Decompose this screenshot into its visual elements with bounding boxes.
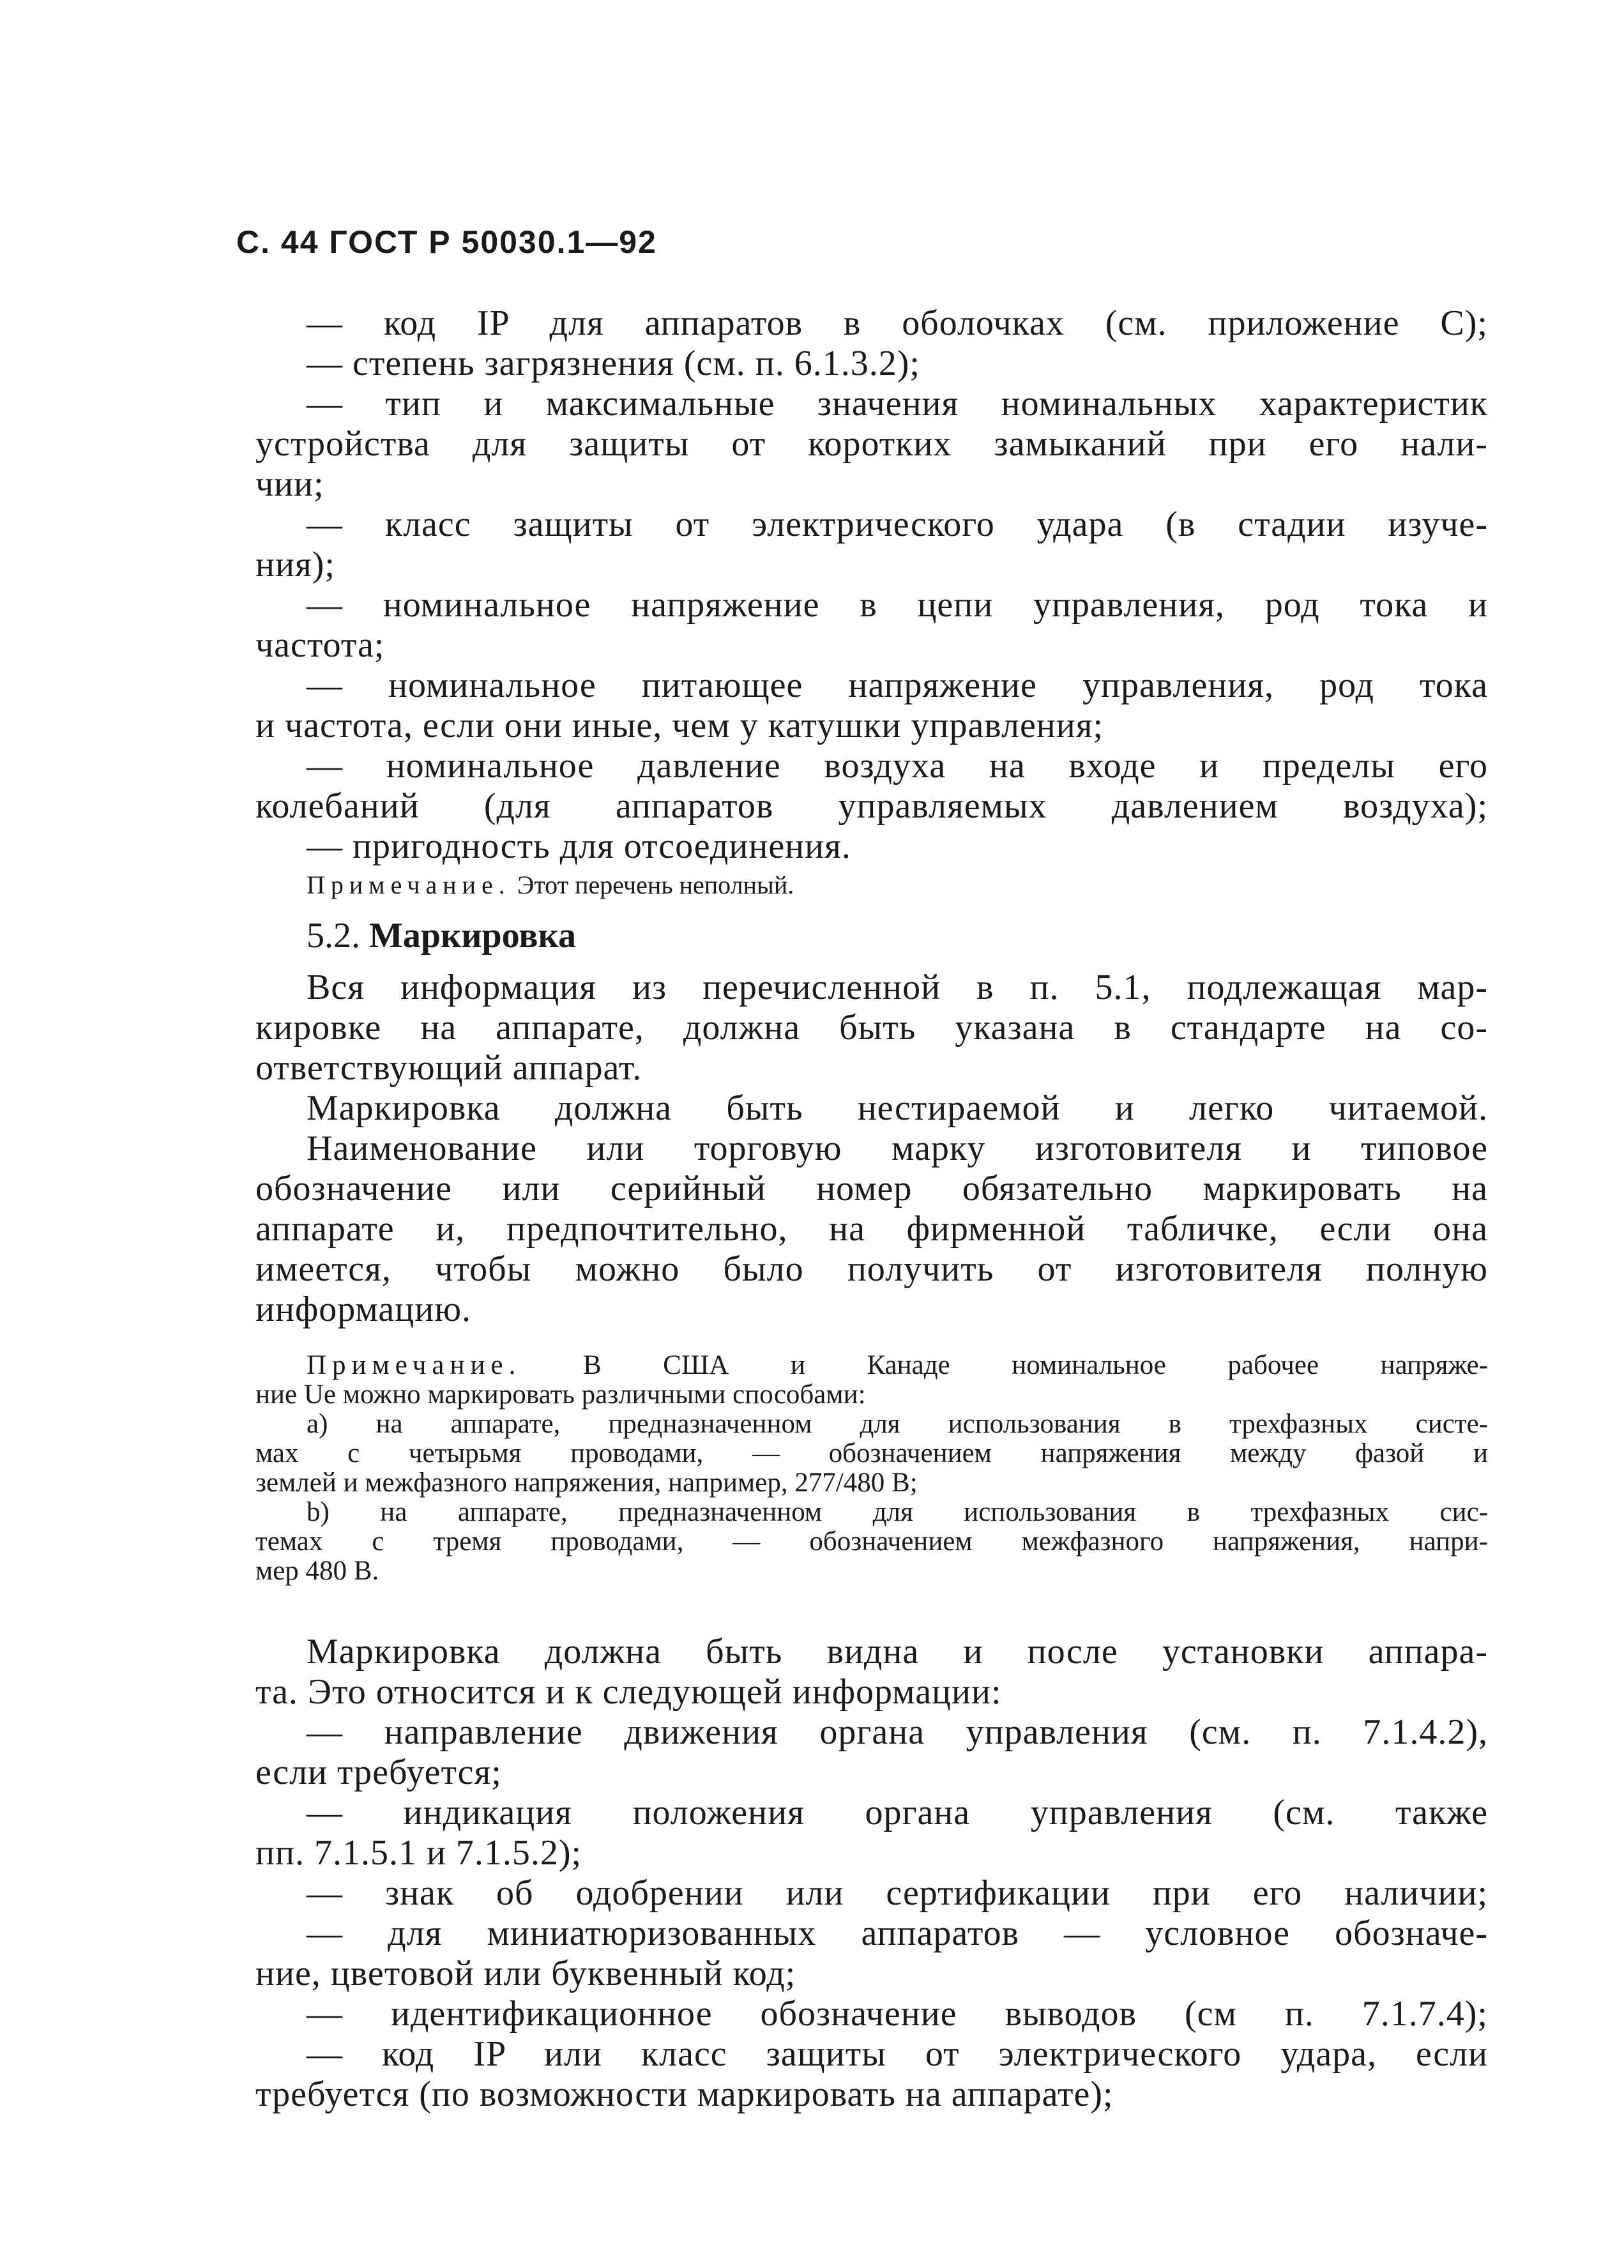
- paragraph-block-b: [255, 1632, 1488, 2115]
- paragraph-line: Маркировка должна быть нестираемой и легко читаемой.: [307, 1088, 1488, 1128]
- paragraph-line: — код IP или класс защиты от электрического удара, если: [307, 2034, 1488, 2074]
- list-item: чии;: [255, 464, 324, 504]
- list-item: — класс защиты от электрического удара (в стадии изуче-: [307, 505, 1488, 544]
- note-text: Этот перечень неполный.: [510, 871, 794, 899]
- note-line: мах с четырьмя проводами, — обозначением напряжения между фазой и: [255, 1438, 1488, 1468]
- note-line: землей и межфазного напряжения, например, 277/480 В;: [255, 1468, 918, 1498]
- paragraph-line: — идентификационное обозначение выводов (см п. 7.1.7.4);: [307, 1994, 1488, 2034]
- note-short: [255, 869, 1488, 902]
- list-item: — тип и максимальные значения номинальных характеристик: [307, 384, 1488, 423]
- list-item: частота;: [255, 625, 385, 665]
- paragraph-line: — направление движения органа управления (см. п. 7.1.4.2),: [307, 1712, 1488, 1752]
- list-item: — номинальное давление воздуха на входе и пределы его: [307, 746, 1488, 786]
- paragraph-line: ответствующий аппарат.: [255, 1048, 642, 1088]
- note-long: [255, 1351, 1488, 1586]
- note-line: ние Ue можно маркировать различными способами:: [255, 1380, 866, 1410]
- note-line: b) на аппарате, предназначенном для использования в трехфазных сис-: [307, 1497, 1488, 1527]
- note-line: В США и Канаде номинальное рабочее напряже-: [521, 1350, 1488, 1380]
- paragraph-line: если требуется;: [255, 1753, 502, 1792]
- section-heading: [255, 913, 1488, 958]
- paragraph-line: Вся информация из перечисленной в п. 5.1, подлежащая мар-: [307, 968, 1488, 1007]
- note-line: темах с тремя проводами, — обозначением межфазного напряжения, напри-: [255, 1526, 1488, 1556]
- list-item: устройства для защиты от коротких замыканий при его нали-: [255, 424, 1488, 464]
- list-item: — степень загрязнения (см. п. 6.1.3.2);: [307, 344, 920, 383]
- list-item: и частота, если они иные, чем у катушки управления;: [255, 706, 1104, 745]
- paragraph-line: аппарате и, предпочтительно, на фирменной табличке, если она: [255, 1209, 1488, 1249]
- paragraph-line: — знак об одобрении или сертификации при его наличии;: [307, 1873, 1488, 1913]
- list-item: — номинальное напряжение в цепи управления, род тока и: [307, 585, 1488, 625]
- paragraph-line: информацию.: [255, 1290, 472, 1329]
- note-line: a) на аппарате, предназначенном для использования в трехфазных систе-: [307, 1409, 1488, 1439]
- note-label: Примечание.: [307, 871, 511, 899]
- paragraph-line: обозначение или серийный номер обязательно маркировать на: [255, 1169, 1488, 1208]
- paragraph-line: имеется, чтобы можно было получить от изготовителя полную: [255, 1249, 1488, 1289]
- paragraph-line: кировке на аппарате, должна быть указана в стандарте на со-: [255, 1008, 1488, 1047]
- paragraph-line: — индикация положения органа управления (см. также: [307, 1793, 1488, 1832]
- paragraph-line: пп. 7.1.5.1 и 7.1.5.2);: [255, 1833, 582, 1873]
- paragraph-line: Наименование или торговую марку изготовителя и типовое: [307, 1129, 1488, 1168]
- paragraph-line: та. Это относится и к следующей информации:: [255, 1672, 1002, 1712]
- list-item: — код IP для аппаратов в оболочках (см. приложение С);: [307, 303, 1488, 343]
- paragraph-line: — для миниатюризованных аппаратов — условное обозначе-: [307, 1914, 1488, 1953]
- list-block-a: [255, 303, 1488, 867]
- list-item: ния);: [255, 545, 335, 584]
- page-header: С. 44 ГОСТ Р 50030.1—92: [236, 224, 657, 260]
- list-item: — пригодность для отсоединения.: [307, 826, 851, 866]
- paragraph-line: требуется (по возможности маркировать на аппарате);: [255, 2074, 1114, 2114]
- paragraph-line: ние, цветовой или буквенный код;: [255, 1954, 796, 1993]
- section-title: Маркировка: [369, 916, 576, 955]
- list-item: колебаний (для аппаратов управляемых давлением воздуха);: [255, 786, 1488, 826]
- note-label: Примечание.: [307, 1350, 522, 1380]
- note-line: мер 480 В.: [255, 1556, 379, 1586]
- section-number: 5.2.: [307, 916, 360, 955]
- paragraph-line: Маркировка должна быть видна и после установки аппара-: [307, 1632, 1488, 1671]
- paragraph-block-a: [255, 968, 1488, 1330]
- list-item: — номинальное питающее напряжение управления, род тока: [307, 666, 1488, 705]
